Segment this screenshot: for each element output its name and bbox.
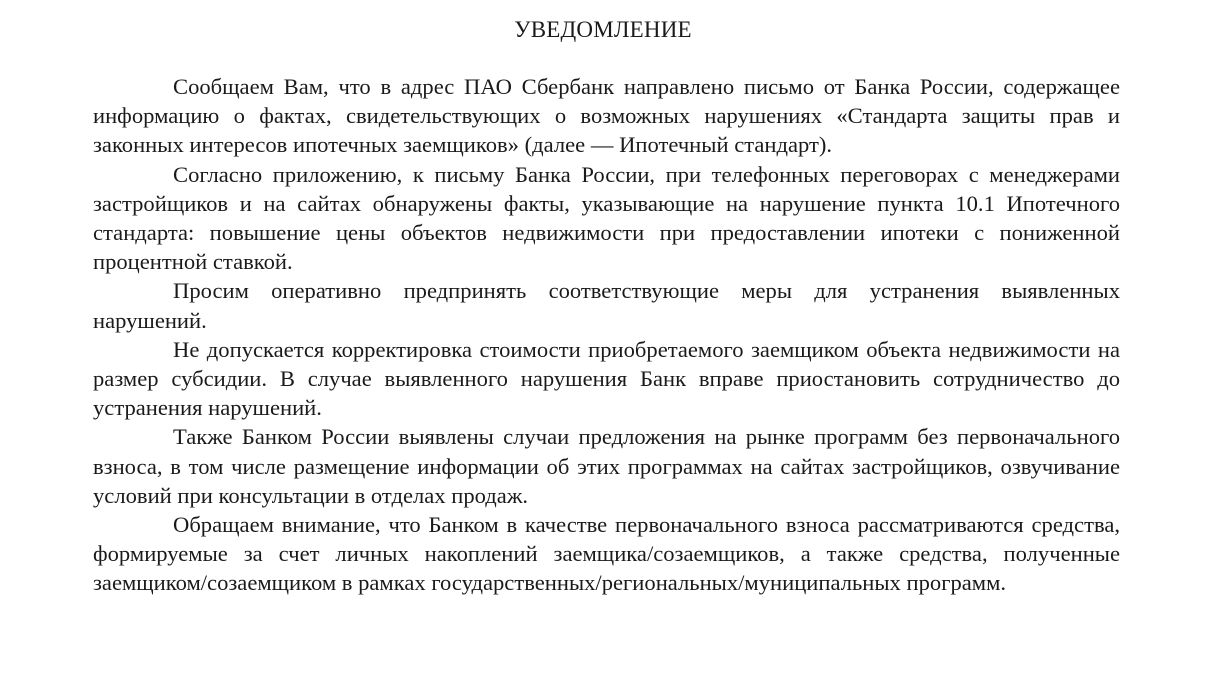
paragraph-notice: Сообщаем Вам, что в адрес ПАО Сбербанк направлено письмо от Банка России, содержащее информацию о фактах, свидетельствующих о возможных нарушениях «Стандарта защиты прав и законных интересов ипотечных заемщиков» (далее — Ипотечный стандарт). (93, 74, 1120, 158)
paragraph-down-payment-definition: Обращаем внимание, что Банком в качестве первоначального взноса рассматриваются средства, формируемые за счет личных накоплений заемщика/созаемщиков, а также средства, полученные заемщиком/созаемщиком в рамках государственных/региональных/муниципальных программ. (93, 512, 1120, 596)
paragraph-no-down-payment: Также Банком России выявлены случаи предложения на рынке программ без первоначального взноса, в том числе размещение информации об этих программах на сайтах застройщиков, озвучивание условий при консультации в отделах продаж. (93, 424, 1120, 508)
paragraph-violation-details: Согласно приложению, к письму Банка России, при телефонных переговорах с менеджерами застройщиков и на сайтах обнаружены факты, указывающие на нарушение пункта 10.1 Ипотечного стандарта: повышение цены объектов недвижимости при предоставлении ипотеки с пониженной процентной ставкой. (93, 161, 1120, 275)
document-body (93, 72, 1120, 598)
paragraph-prohibition: Не допускается корректировка стоимости приобретаемого заемщиком объекта недвижимости на размер субсидии. В случае выявленного нарушения Банк вправе приостановить сотрудничество до устранения нарушений. (93, 336, 1120, 421)
paragraph-request: Просим оперативно предпринять соответствующие меры для устранения выявленных нарушений. (93, 278, 1120, 333)
document-title: УВЕДОМЛЕНИЕ (514, 17, 692, 42)
